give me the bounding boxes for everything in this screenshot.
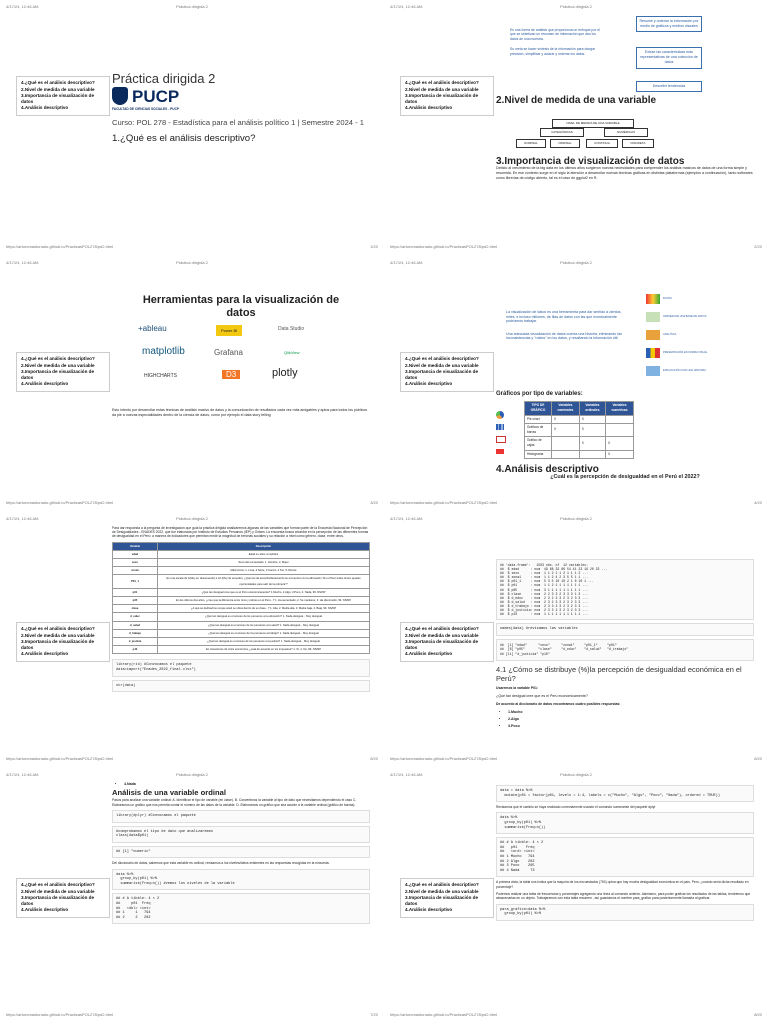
tree-node: ORDINAL [550, 139, 580, 148]
plotly-logo: plotly [272, 367, 298, 379]
table-cell: X [605, 437, 633, 450]
page-title: Práctica dirigida 2 [112, 71, 216, 86]
table-cell: X [551, 415, 579, 423]
variables-table [112, 542, 370, 655]
bar-chart-icon [646, 348, 660, 358]
code-output: ## # A tibble: 4 × 2 ## p01 Freq ## <dbl> <int> ## 1 1 794 ## 2 2 282 [112, 893, 370, 924]
page-2 [384, 0, 768, 256]
table-of-contents [16, 76, 110, 116]
print-date: 4/17/24, 12:46 AM [390, 260, 423, 265]
table-cell: ¿Qué tan desigual cree que es el Perú económicamente? 1.Mucho, 2.Algo, 3.Poco, 4. Nada, 99. NS/NP [158, 588, 370, 596]
table-row [113, 613, 370, 621]
pucp-shield-icon [112, 87, 128, 105]
tree-node: CONTINUA [586, 139, 618, 148]
code-output: ## # A tibble: 4 × 2 ## p01 Freq ## <ord> <int> ## 1 Mucho 794 ## 2 Algo 282 ## 3 Poco 265 ## 4 Nada 73 [496, 837, 754, 877]
table-row [113, 629, 370, 637]
table-row [113, 588, 370, 596]
tableau-logo: +ableau [138, 324, 167, 333]
print-title: Práctica dirigida 2 [560, 4, 592, 9]
print-title: Práctica dirigida 2 [176, 516, 208, 521]
print-title: Práctica dirigida 2 [560, 516, 592, 521]
table-cell: ¿Qué tan desigual es el acceso de los peruanos a la educación? 1. Nada desigual... Muy desigual [158, 613, 370, 621]
toc-item[interactable]: 4.¿Qué es el análisis descriptivo? [405, 80, 479, 85]
page-url[interactable]: https://arturomaldonado.github.io/PracticasPOL278/pd2.html [6, 244, 114, 249]
section-heading: Gráficos por tipo de variables: [496, 391, 583, 397]
page-number: 7/20 [370, 1012, 378, 1017]
tree-node: NIVEL DE MEDIDA DE UNA VARIABLE [552, 119, 634, 128]
histogram-icon [496, 449, 504, 454]
visualization-slide [496, 288, 754, 388]
table-cell: ¿Qué tan desigual es el acceso de los peruanos a la justicia? 1. Nada desigual... Muy desigual [158, 638, 370, 646]
toc-item[interactable]: 4.¿Qué es el análisis descriptivo? [21, 80, 95, 85]
print-date: 4/17/24, 12:46 AM [6, 772, 39, 777]
table-cell: X [579, 423, 605, 436]
page-url[interactable]: https://arturomaldonado.github.io/PracticasPOL278/pd2.html [6, 500, 114, 505]
table-cell: d_trabajo [113, 629, 158, 637]
table-cell: X [579, 437, 605, 450]
table-of-contents [400, 76, 494, 116]
toc-item[interactable]: 3.Importancia de visualización de datos [405, 369, 479, 380]
list-item: • 1.Mucho [508, 709, 754, 716]
table-row [113, 597, 370, 605]
toc-item[interactable]: 4.¿Qué es el análisis descriptivo? [405, 882, 479, 887]
code-block: #comprobamos el tipo de dato que analizaremos class(data$p01) [112, 826, 370, 843]
icon-label: ANALÍTICA [663, 333, 677, 337]
list-item: • 3.Poco [508, 723, 754, 730]
page-url[interactable]: https://arturomaldonado.github.io/PracticasPOL278/pd2.html [390, 500, 498, 505]
table-cell: Macrozona: 1. Lima, 2 Norte, 3 Centro, 4 Sur, 5 Oriente [158, 567, 370, 575]
table-cell: ¿Qué tan desigual es el acceso de los peruanos al trabajo? 1. Nada desigual... Muy desigual [158, 629, 370, 637]
grafana-logo: Grafana [214, 348, 243, 357]
tree-node: NUMÉRICAS [604, 128, 648, 137]
table-of-contents [400, 622, 494, 662]
toc-item[interactable]: 4.Análisis descriptivo [405, 381, 453, 387]
toc-item[interactable]: 4.Análisis descriptivo [21, 651, 69, 657]
slide-box: Extrae las características más representativas de una colección de datos [636, 47, 702, 69]
code-block: data %>% group_by(p01) %>% summarise(Freq=n()) [496, 812, 754, 834]
section-heading: 2.Nivel de medida de una variable [496, 95, 657, 106]
descriptive-slide [496, 16, 754, 94]
slide-box: Describir tendencias [636, 81, 702, 92]
print-title: Práctica dirigida 2 [560, 260, 592, 265]
slide-bullet: Una adecuada visualización de datos cuenta una historia, eliminando las inconsistencias y "ruidos" en los datos, y resaltando la información útil. [506, 331, 622, 341]
table-cell: En los últimos dos años, ¿cree que la diferencia entre ricos y pobres en el Perú...? 1. Ha aumentado, 2. Se mantiene, 3. Ha disminuido, 99. NS/NP [158, 597, 370, 605]
toc-item[interactable]: 4.Análisis descriptivo [21, 907, 69, 913]
page-number: 4/20 [754, 500, 762, 505]
table-row [113, 638, 370, 646]
code-block: para_grafico=data %>% group_by(p01) %>% [496, 904, 754, 921]
cleaning-icon [646, 312, 660, 322]
page-number: 8/20 [754, 1012, 762, 1017]
pucp-logo: PUCP [132, 86, 180, 106]
slide-bullet: La visualización de datos es una herramienta para dar sentido a cientos, miles, e incluso millones, de filas de datos con las que eventualmente podríamos trabajar. [506, 310, 622, 324]
table-cell: X [551, 423, 579, 436]
page-number: 6/20 [754, 756, 762, 761]
list-item: • 4.Nada [124, 782, 370, 787]
toc-item[interactable]: 2.Nivel de medida de una variable [21, 632, 95, 638]
icon-label: LIMPIEZA DE UNA BASE DE DATOS [663, 315, 707, 319]
d3-logo: D3 [222, 370, 240, 379]
icon-label: PRESENTACIÓN EN FORMA VISUAL [663, 351, 708, 355]
code-block: data %>% group_by(p01) %>% summarise(Freq=n()) #vemos los niveles de la variable [112, 869, 370, 891]
paragraph: Revisamos que el cambio se haya realizado correctamente usando el comando summarise del paquete dplyr [496, 805, 656, 810]
page-url[interactable]: https://arturomaldonado.github.io/PracticasPOL278/pd2.html [6, 1012, 114, 1017]
table-cell: Edad en años cumplidos [158, 550, 370, 558]
page-number: 5/20 [370, 756, 378, 761]
qlikview-logo: QlikView [284, 350, 300, 355]
table-cell: Histograma [525, 450, 552, 458]
slide-box: Resumir y ordenar la información por medio de gráficos y medios visuales [636, 16, 702, 32]
intro-paragraph: Para dar respuesta a la pregunta de investigación que guía la práctica dirigida analizaremos algunas de las variables que forman parte de la Encuesta Nacional de Percepción de Desigualdades - ENADES 2022, que fue elaborada por Instituto de Estudios Peruanos (IEP) y Oxfam. La encuesta busca ahondar en la percepción de las diferentes formas de desigualdad en el Perú: a manera de indicadores que permitan medir la magnitud de brechas sociales y su relación a nivel como género, clase, entre otros. [112, 526, 369, 539]
paragraph: Podemos realizar una tabla de frecuencias y porcentajes agregando una línea al comando anterior. Asimismo, para poder graficar los resultados de las tablas, tendremos que almacenarlas en un objeto. Trabajaremos con esta tabla resumen , así guardamos el nombre para_grafico para posteriormente llamarla al graficar. [496, 892, 751, 901]
page-number: 3/20 [370, 500, 378, 505]
code-block: names(data) #revisamos las variables [496, 623, 754, 636]
code-output: ## 'data.frame': 1503 obs. of 12 variables: ## $ edad : num 49 68 32 66 54 41 23 19 20 23 ... ## $ sexo : num 1 1 2 1 1 2 1 1 1 2 ... ## $ zona1 : num 1 1 2 4 2 3 5 5 1 1 ... ## $ p01_1 : num 5 3 5 10 10 2 1 6 10 1 ... ## $ p01 : num 1 1 2 1 1 1 1 1 1 1 ... ## $ p05 : num 3 1 1 1 1 1 1 1 1 1 ... ## $ clase : num 2 2 3 3 2 3 3 3 1 3 ... ## $ d_educ : num 2 3 2 3 3 2 3 2 3 3 ... ## $ d_salud : num 2 3 2 3 3 2 3 2 3 3 ... ## $ d_trabajo : num 2 3 3 2 3 2 3 2 3 3 ... ## $ d_justicia: num 2 3 3 2 3 2 3 2 3 3 ... ## $ p10 : num 1 1 1 1 1 1 1 1 1 1 ... [496, 559, 754, 620]
table-header: Descripción [158, 542, 370, 550]
table-of-contents [400, 878, 494, 918]
page-url[interactable]: https://arturomaldonado.github.io/PracticasPOL278/pd2.html [390, 756, 498, 761]
toc-item[interactable]: 2.Nivel de medida de una variable [21, 888, 95, 894]
page-8 [384, 768, 768, 1024]
highcharts-logo: HIGHCHARTS [144, 373, 177, 379]
slide-title: Herramientas para la visualización de datos [142, 294, 340, 319]
code-block: library(dplyr) #Convocamos el paquete [112, 810, 370, 823]
table-cell: zona1 [113, 567, 158, 575]
code-output: ## [1] "edad" "sexo" "zona1" "p01_1" "p01" ## [6] "p05" "clase" "d_educ" "d_salud" "d_trabajo" ## [11] "d_justicia" "p10" [496, 639, 754, 661]
pie-icon [496, 411, 504, 419]
table-header: Variable [113, 542, 158, 550]
tree-node: NOMINAL [516, 139, 546, 148]
section-heading: 4.1 ¿Cómo se distribuye (%)la percepción de desigualdad económica en el Perú? [496, 664, 742, 683]
print-title: Práctica dirigida 2 [176, 772, 208, 777]
toc-item[interactable]: 3.Importancia de visualización de datos [405, 895, 479, 906]
page-number: 2/20 [754, 244, 762, 249]
icon-label: DATOS [663, 297, 672, 301]
table-cell [605, 415, 633, 423]
table-row [525, 437, 634, 450]
tree-node: DISCRETA [622, 139, 654, 148]
table-cell [551, 437, 579, 450]
data-icon [646, 294, 660, 304]
toc-item[interactable]: 4.¿Qué es el análisis descriptivo? [405, 626, 479, 631]
course-label: Curso: POL 278 - Estadística para el análisis político 1 | Semestre 2024 - 1 [112, 118, 364, 128]
page-5 [0, 512, 384, 768]
print-date: 4/17/24, 12:46 AM [390, 4, 423, 9]
table-cell: d_educ [113, 613, 158, 621]
table-of-contents [16, 622, 110, 662]
toc-item[interactable]: 4.¿Qué es el análisis descriptivo? [21, 626, 95, 631]
toc-item[interactable]: 2.Nivel de medida de una variable [405, 86, 479, 92]
datastudio-logo: Data Studio [278, 326, 305, 332]
faculty-label: FACULTAD DE CIENCIAS SOCIALES - PUCP [112, 107, 179, 112]
table-row [525, 450, 634, 458]
paragraph: Del diccionario de datos, sabemos que esta variable es ordinal, revisamos a los niveles/datos existentes en las respuestas recogidas en la encuesta. [112, 861, 330, 866]
table-cell: ¿A qué se dedica/nos ocupa usted se ubica dentro de su clase...? 1. Alta, 2. Media alta, 3. Media baja, 4. Baja, 99. NS/NP [158, 605, 370, 613]
table-of-contents [16, 878, 110, 918]
print-date: 4/17/24, 12:46 AM [6, 516, 39, 521]
toc-item[interactable]: 2.Nivel de medida de una variable [405, 362, 479, 368]
story-icon [646, 366, 660, 376]
table-cell: En situaciones de crisis económica, ¿está de acuerdo en los impuestos? 1. Sí, 2. No, 99. NS/NP [158, 646, 370, 654]
print-title: Práctica dirigida 2 [560, 772, 592, 777]
table-row [113, 646, 370, 654]
toc-item[interactable]: 2.Nivel de medida de una variable [405, 888, 479, 894]
table-cell: En una escala de 1(Muy en desacuerdo) a 10 (Muy de acuerdo), ¿Qué tan de acuerdo/desacuerdo se encuentra con la afirmación "En el Perú todos tienen iguales oportunidades para salir de la pobreza"? [158, 575, 370, 588]
page-url[interactable]: https://arturomaldonado.github.io/PracticasPOL278/pd2.html [390, 1012, 498, 1017]
page-6 [384, 512, 768, 768]
paragraph: A primera vista, la tabla nos indica que la mayoría de los encuestados (794) opina que hay mucha desigualdad económica en el país. Pero, ¿cuánto sería dicha resultado en porcentaje? [496, 880, 749, 889]
tree-node: CATEGÓRICAS [540, 128, 584, 137]
toc-item[interactable]: 2.Nivel de medida de una variable [21, 362, 95, 368]
boxplot-icon [496, 436, 506, 443]
code-block: str(data) [112, 680, 370, 693]
table-of-contents [16, 352, 110, 392]
table-cell: p01 [113, 588, 158, 596]
slide-bullet: Es una forma de análisis que proporciona un enfoque por el que se sintetizan un resumen de información que dan los datos de una muestra. [510, 28, 600, 41]
table-row [525, 423, 634, 436]
table-of-contents [400, 352, 494, 392]
chart-type-table [524, 401, 634, 459]
section-heading: 1.¿Qué es el análisis descriptivo? [112, 133, 256, 145]
table-row [113, 575, 370, 588]
toc-item[interactable]: 4.¿Qué es el análisis descriptivo? [405, 356, 479, 361]
section-heading: 4.Análisis descriptivo [496, 463, 599, 475]
print-date: 4/17/24, 12:46 AM [6, 260, 39, 265]
toc-item[interactable]: 3.Importancia de visualización de datos [21, 93, 95, 104]
table-cell: X [579, 415, 605, 423]
table-cell: sexo [113, 559, 158, 567]
toc-item[interactable]: 3.Importancia de visualización de datos [21, 895, 95, 906]
table-cell: edad [113, 550, 158, 558]
table-row [113, 567, 370, 575]
powerbi-logo: Power BI [216, 325, 242, 336]
table-header: TIPO DE GRÁFICO [525, 402, 552, 415]
matplotlib-logo: matplotlib [142, 346, 185, 357]
section-heading: 3.Importancia de visualización de datos [496, 156, 685, 168]
toc-item[interactable]: 4.Análisis descriptivo [21, 381, 69, 387]
code-block: library(rio) #Convocamos el paquete data=import("Enades_2022_final.xlsx") [112, 659, 370, 676]
print-title: Práctica dirigida 2 [176, 4, 208, 9]
table-cell: d_justicia [113, 638, 158, 646]
analytics-icon [646, 330, 660, 340]
toc-item[interactable]: 2.Nivel de medida de una variable [21, 86, 95, 92]
toc-item[interactable]: 4.Análisis descriptivo [405, 651, 453, 657]
code-output: ## [1] "numeric" [112, 846, 370, 859]
toc-item[interactable]: 3.Importancia de visualización de datos [405, 639, 479, 650]
table-cell: Gráficos de barras [525, 423, 552, 436]
table-cell: ¿Qué tan desigual es el acceso de los peruanos a la salud? 1. Nada desigual... Muy desigual [158, 621, 370, 629]
toc-item[interactable]: 4.¿Qué es el análisis descriptivo? [21, 882, 95, 887]
paragraph: De acuerdo al diccionario de datos encontramos cuatro posibles respuestas: [496, 702, 621, 706]
research-question: ¿Cuál es la percepción de desigualdad en el Perú el 2022? [550, 474, 700, 481]
table-cell [551, 450, 579, 458]
toc-item[interactable]: 3.Importancia de visualización de datos [21, 639, 95, 650]
bars-icon [496, 424, 504, 430]
page-1 [0, 0, 384, 256]
table-cell [579, 450, 605, 458]
table-cell: Pie chart [525, 415, 552, 423]
table-cell: P01_1 [113, 575, 158, 588]
page-url[interactable]: https://arturomaldonado.github.io/PracticasPOL278/pd2.html [6, 756, 114, 761]
table-row [113, 550, 370, 558]
toc-item[interactable]: 2.Nivel de medida de una variable [405, 632, 479, 638]
table-row [113, 621, 370, 629]
tools-slide [112, 294, 370, 404]
paragraph: ¿Qué tan desigual cree que es el Perú económicamente? [496, 693, 588, 698]
print-date: 4/17/24, 12:46 AM [390, 516, 423, 521]
measurement-tree [496, 103, 754, 145]
toc-item[interactable]: 4.Análisis descriptivo [405, 105, 453, 111]
table-cell: p05 [113, 597, 158, 605]
table-cell: Gráfico de cajas [525, 437, 552, 450]
paragraph: Pasos para analizar una variable ordinal: A. Identificar el tipo de variable (en clase). B. Convertimos la variable al tipo de dato que necesitamos dependiendo el caso C. Elaboramos un gráfico que nos permita contar el número de las datos de la variable. D. Elaboramos un gráfico que sea acorde a la variable ordinal (gráfico de barras) [112, 798, 357, 807]
toc-item[interactable]: 4.Análisis descriptivo [405, 907, 453, 913]
page-4 [384, 256, 768, 512]
print-title: Práctica dirigida 2 [176, 260, 208, 265]
print-date: 4/17/24, 12:46 AM [6, 4, 39, 9]
table-cell: Sexo del encuestado: 1. Hombre, 2. Mujer [158, 559, 370, 567]
code-block: data = data %>% mutate(p01 = factor(p01, levels = 1:4, labels = c("Mucho", "Algo", "Poco", "Nada"), ordered = TRUE)) [496, 785, 754, 802]
page-url[interactable]: https://arturomaldonado.github.io/PracticasPOL278/pd2.html [390, 244, 498, 249]
paragraph: Debido al crecimiento de la big data en los últimos años surgieron nuevas necesidades para comprender los análisis masivos de datos de una forma simple y resumida. En ese contexto surge en el siglo la atención a desarrollar nuevas técnicas gráficas en distintas plataformas (ejemplos a continuación), tanto softwares como librerías de código abierto, tal es el caso de ggplot2 en R. [496, 166, 753, 180]
list-item: • 2.Algo [508, 716, 754, 723]
table-cell: clase [113, 605, 158, 613]
table-row [113, 605, 370, 613]
page-number: 1/20 [370, 244, 378, 249]
section-heading: Análisis de una variable ordinal [112, 788, 226, 798]
table-row [525, 415, 634, 423]
toc-item[interactable]: 3.Importancia de visualización de datos [405, 93, 479, 104]
toc-item[interactable]: 4.¿Qué es el análisis descriptivo? [21, 356, 95, 361]
paragraph: Usaremos la variable P01: [496, 685, 539, 690]
table-cell [605, 423, 633, 436]
slide-bullet: Su meta se hacer síntesis de la información para otorgar precisión, simplificar y aclarar y ordenar los datos. [510, 47, 596, 56]
icon-label: EXPLICACIÓN CON UNA HISTORIA [663, 369, 706, 373]
table-header: Variables ordinales [579, 402, 605, 415]
page-3 [0, 256, 384, 512]
chart-icons [496, 401, 516, 459]
note-paragraph: Esto intento por desarrollar estas técnicas de análisis masivo de datos y la comunicación de resultados cada vez más amigables y aptos para todos los públicos da pie a nuevas especialidades dentro de la ciencia de datos, como por ejemplo el data story telling [112, 408, 368, 417]
toc-item[interactable]: 3.Importancia de visualización de datos [21, 369, 95, 380]
table-header: Variables numéricas [605, 402, 633, 415]
table-header: Variables nominales [551, 402, 579, 415]
table-row [113, 559, 370, 567]
toc-item[interactable]: 4.Análisis descriptivo [21, 105, 69, 111]
table-cell: d_salud [113, 621, 158, 629]
table-cell: X [605, 450, 633, 458]
print-date: 4/17/24, 12:46 AM [390, 772, 423, 777]
page-7 [0, 768, 384, 1024]
table-cell: p10 [113, 646, 158, 654]
